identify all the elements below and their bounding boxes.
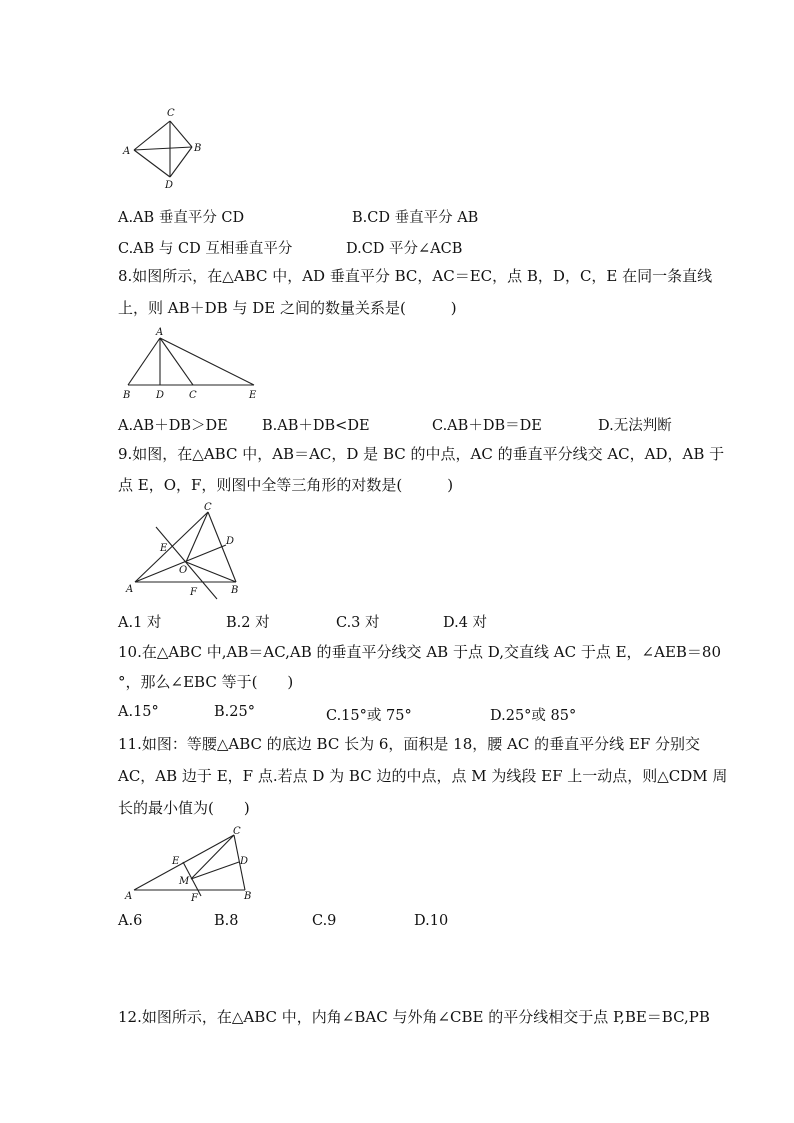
q11-option-d: D.10: [414, 913, 449, 929]
q11-label-d: D: [240, 856, 249, 867]
q8-label-e: E: [249, 390, 257, 401]
q9-label-f: F: [190, 587, 197, 598]
q10-option-c: C.15°或 75°: [326, 708, 412, 724]
q9-text-line2: 点 E，O，F，则图中全等三角形的对数是( ): [118, 476, 454, 494]
q9-label-e: E: [160, 543, 168, 554]
q8-label-a: A: [156, 327, 164, 338]
q9-label-d: D: [226, 536, 235, 547]
q8-option-c: C.AB＋DB＝DE: [432, 418, 542, 434]
q7-label-d: D: [165, 180, 174, 191]
q9-option-d: D.4 对: [443, 615, 488, 631]
q8-option-a: A.AB＋DB＞DE: [118, 418, 228, 434]
q11-label-m: M: [179, 876, 190, 887]
q11-label-f: F: [191, 893, 198, 904]
q10-option-b: B.25°: [214, 704, 255, 720]
q8-label-b: B: [123, 390, 131, 401]
q8-figure: [118, 325, 263, 403]
q7-option-a: A.AB 垂直平分 CD: [118, 210, 245, 226]
q7-label-c: C: [167, 108, 175, 119]
q9-option-a: A.1 对: [118, 615, 162, 631]
q9-figure: [120, 500, 255, 600]
q8-text-line2: 上，则 AB＋DB 与 DE 之间的数量关系是( ): [118, 299, 457, 317]
q9-label-b: B: [231, 585, 239, 596]
q10-option-d: D.25°或 85°: [490, 708, 577, 724]
q9-label-c: C: [204, 502, 212, 513]
q8-option-b: B.AB＋DB<DE: [262, 418, 370, 434]
q11-option-b: B.8: [214, 913, 239, 929]
q11-option-c: C.9: [312, 913, 337, 929]
q9-text-line1: 9.如图，在△ABC 中，AB＝AC，D 是 BC 的中点，AC 的垂直平分线交 AC，AD，AB 于: [118, 445, 725, 463]
q7-figure: [118, 105, 208, 190]
q12-text-line1: 12.如图所示，在△ABC 中，内角∠BAC 与外角∠CBE 的平分线相交于点 P,BE＝BC,PB: [118, 1008, 710, 1026]
q7-label-b: B: [194, 143, 202, 154]
q11-label-a: A: [125, 891, 133, 902]
q7-option-c: C.AB 与 CD 互相垂直平分: [118, 241, 293, 257]
q7-option-d: D.CD 平分∠ACB: [346, 241, 463, 257]
q10-text-line1: 10.在△ABC 中,AB＝AC,AB 的垂直平分线交 AB 于点 D,交直线 AC 于点 E，∠AEB＝80: [118, 643, 722, 661]
q11-text-line3: 长的最小值为( ): [118, 799, 250, 817]
q8-option-d: D.无法判断: [598, 418, 672, 434]
q9-label-a: A: [126, 584, 134, 595]
q8-label-d: D: [156, 390, 165, 401]
q11-text-line2: AC，AB 边于 E，F 点.若点 D 为 BC 边的中点，点 M 为线段 EF 上一动点，则△CDM 周: [118, 767, 728, 785]
q11-label-c: C: [233, 826, 241, 837]
q11-option-a: A.6: [118, 913, 143, 929]
q11-text-line1: 11.如图：等腰△ABC 的底边 BC 长为 6，面积是 18，腰 AC 的垂直平分线 EF 分别交: [118, 735, 700, 753]
q9-option-b: B.2 对: [226, 615, 270, 631]
q10-option-a: A.15°: [118, 704, 159, 720]
q11-label-b: B: [244, 891, 252, 902]
q11-label-e: E: [172, 856, 180, 867]
q8-text-line1: 8.如图所示，在△ABC 中，AD 垂直平分 BC，AC＝EC，点 B，D，C，E 在同一条直线: [118, 267, 713, 285]
q10-text-line2: °，那么∠EBC 等于( ): [118, 673, 294, 691]
q11-figure: [120, 822, 260, 904]
q7-option-b: B.CD 垂直平分 AB: [352, 210, 479, 226]
q8-label-c: C: [189, 390, 197, 401]
q9-option-c: C.3 对: [336, 615, 380, 631]
q7-label-a: A: [123, 146, 131, 157]
q9-label-o: O: [179, 565, 188, 576]
